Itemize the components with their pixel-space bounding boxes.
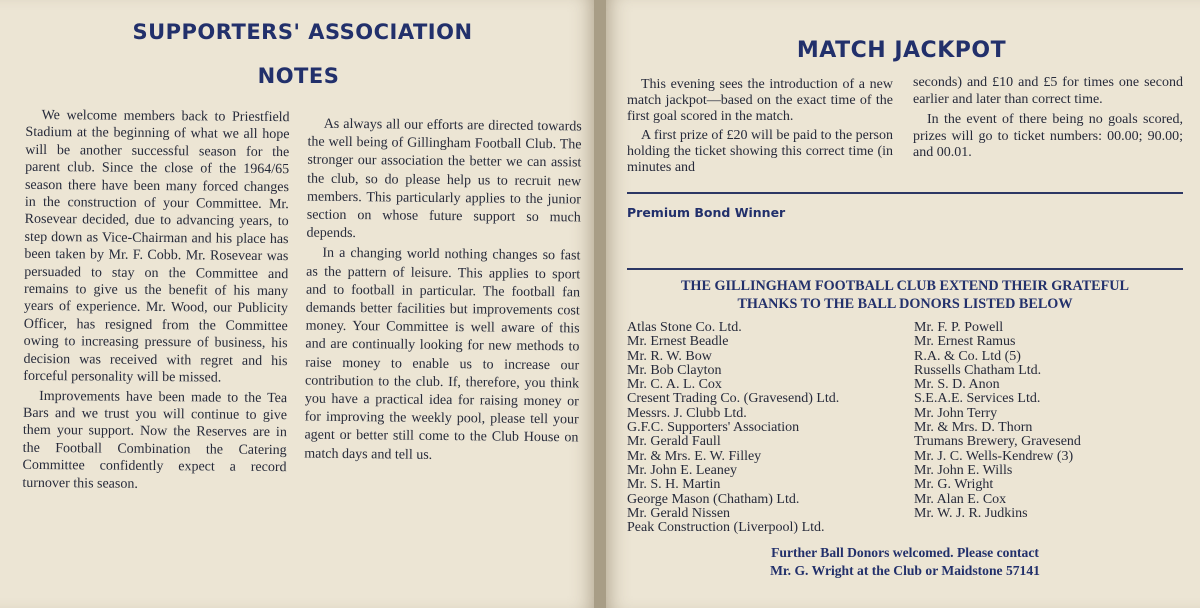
donor-item: Mr. W. J. R. Judkins [914, 505, 1028, 521]
donor-item: G.F.C. Supporters' Association [627, 420, 800, 436]
donor-item: Russells Chatham Ltd. [914, 362, 1042, 378]
donor-item: Mr. & Mrs. D. Thorn [914, 420, 1033, 436]
donor-item: Mr. Bob Clayton [627, 362, 722, 378]
premium-bond-winner-heading: Premium Bond Winner [627, 205, 786, 220]
jackpot-paragraph: A first prize of £20 will be paid to the person holding the ticket showing this correct time (in minutes and [627, 128, 893, 175]
notes-paragraph: As always all our efforts are directed towards the well being of Gillingham Football Club. The stronger our association the better we can assist the club, so do please help us to recruit new members. This particularly applies to the junior section on whose future support so much depends. [306, 116, 582, 242]
donor-item: Mr. J. C. Wells-Kendrew (3) [914, 448, 1074, 464]
ball-donors-heading-line: THE GILLINGHAM FOOTBALL CLUB EXTEND THEIR GRATEFUL [680, 278, 1130, 294]
jackpot-paragraph: In the event of there being no goals scored, prizes will go to ticket numbers: 00.00; 90.00; and 00.01. [913, 112, 1183, 160]
donor-item: Mr. John E. Leaney [627, 462, 738, 478]
donor-item: R.A. & Co. Ltd (5) [914, 348, 1021, 364]
jackpot-column-1 [627, 77, 893, 176]
donor-item: Mr. & Mrs. E. W. Filley [627, 448, 762, 464]
donor-item: Mr. Gerald Nissen [627, 505, 731, 521]
divider-rule [627, 268, 1183, 270]
donor-item: Mr. Ernest Ramus [914, 334, 1016, 350]
donor-item: Messrs. J. Clubb Ltd. [627, 405, 747, 421]
donor-item: Mr. John Terry [914, 405, 998, 421]
donor-item: Mr. R. W. Bow [627, 348, 712, 364]
notes-title: NOTES [257, 64, 340, 88]
donor-item: Peak Construction (Liverpool) Ltd. [627, 520, 825, 536]
donor-item: Trumans Brewery, Gravesend [914, 434, 1081, 450]
donor-item: Mr. F. P. Powell [914, 320, 1004, 335]
donor-item: S.E.A.E. Services Ltd. [914, 391, 1041, 407]
donors-list-1 [627, 321, 839, 535]
donor-item: Cresent Trading Co. (Gravesend) Ltd. [627, 391, 840, 407]
donor-item: Mr. G. Wright [914, 477, 994, 493]
donors-list-2 [914, 321, 1081, 521]
donor-item: Mr. Ernest Beadle [627, 334, 729, 350]
donor-item: Mr. John E. Wills [914, 462, 1013, 478]
donor-item: Mr. Gerald Faull [627, 434, 721, 450]
notes-column-2 [304, 116, 582, 467]
page-gutter [594, 0, 606, 608]
notes-paragraph: In a changing world nothing changes so fast as the pattern of leisure. This applies to sport and to football in particular. The football fan demands better facilities but improvements cost money. Your Committee is well aware of this and are continually looking for new methods to raise money to enable us to increase our contribution to the club. If, therefore, you think you have a practical idea for raising money or for improving the weekly pool, please tell your agent or better still come to the Club House on match days and tell us. [304, 246, 581, 463]
donor-item: Mr. S. H. Martin [627, 477, 721, 493]
notes-paragraph: Improvements have been made to the Tea Bars and we trust you will continue to give them your support. Now the Reserves are in the Football Combination the Catering Committee confidently expect a record turnover this season. [22, 388, 288, 492]
contact-line: Further Ball Donors welcomed. Please contact [771, 545, 1039, 560]
divider-rule [627, 192, 1183, 194]
donor-item: Mr. C. A. L. Cox [627, 377, 722, 393]
ball-donors-heading-line: THANKS TO THE BALL DONORS LISTED BELOW [737, 296, 1073, 312]
jackpot-paragraph: seconds) and £10 and £5 for times one second earlier and later than correct time. [913, 75, 1183, 107]
contact-notice [627, 544, 1183, 580]
donor-item: George Mason (Chatham) Ltd. [627, 491, 800, 507]
jackpot-column-2 [913, 75, 1183, 162]
match-jackpot-title: MATCH JACKPOT [796, 38, 1007, 63]
contact-line: Mr. G. Wright at the Club or Maidstone 57141 [770, 563, 1040, 578]
donor-item: Mr. S. D. Anon [914, 377, 1000, 393]
notes-column-1 [22, 107, 289, 494]
notes-paragraph: We welcome members back to Priestfield Stadium at the beginning of what we all hope will be another successful season for the parent club. Since the close of the 1964/65 season there have been many forced changes in the construction of your Committee. Mr. Rosevear decided, due to advancing years, to step down as Vice-Chairman and his place has been taken by Mr. F. Cobb. Mr. Rosevear was persuaded to stay on the Committee and remains to give us the benefit of his many years of experience. Mr. Wood, our Publicity Officer, has resigned from the Committee owing to increasing pressure of business, his decision was received with regret and his forceful personality will be missed. [23, 107, 290, 386]
ball-donors-heading [627, 277, 1183, 313]
jackpot-paragraph: This evening sees the introduction of a new match jackpot—based on the exact time of the first goal scored in the match. [627, 77, 893, 124]
donor-item: Atlas Stone Co. Ltd. [627, 320, 742, 335]
supporters-association-title: SUPPORTERS' ASSOCIATION [132, 20, 473, 44]
donor-item: Mr. Alan E. Cox [914, 491, 1007, 507]
